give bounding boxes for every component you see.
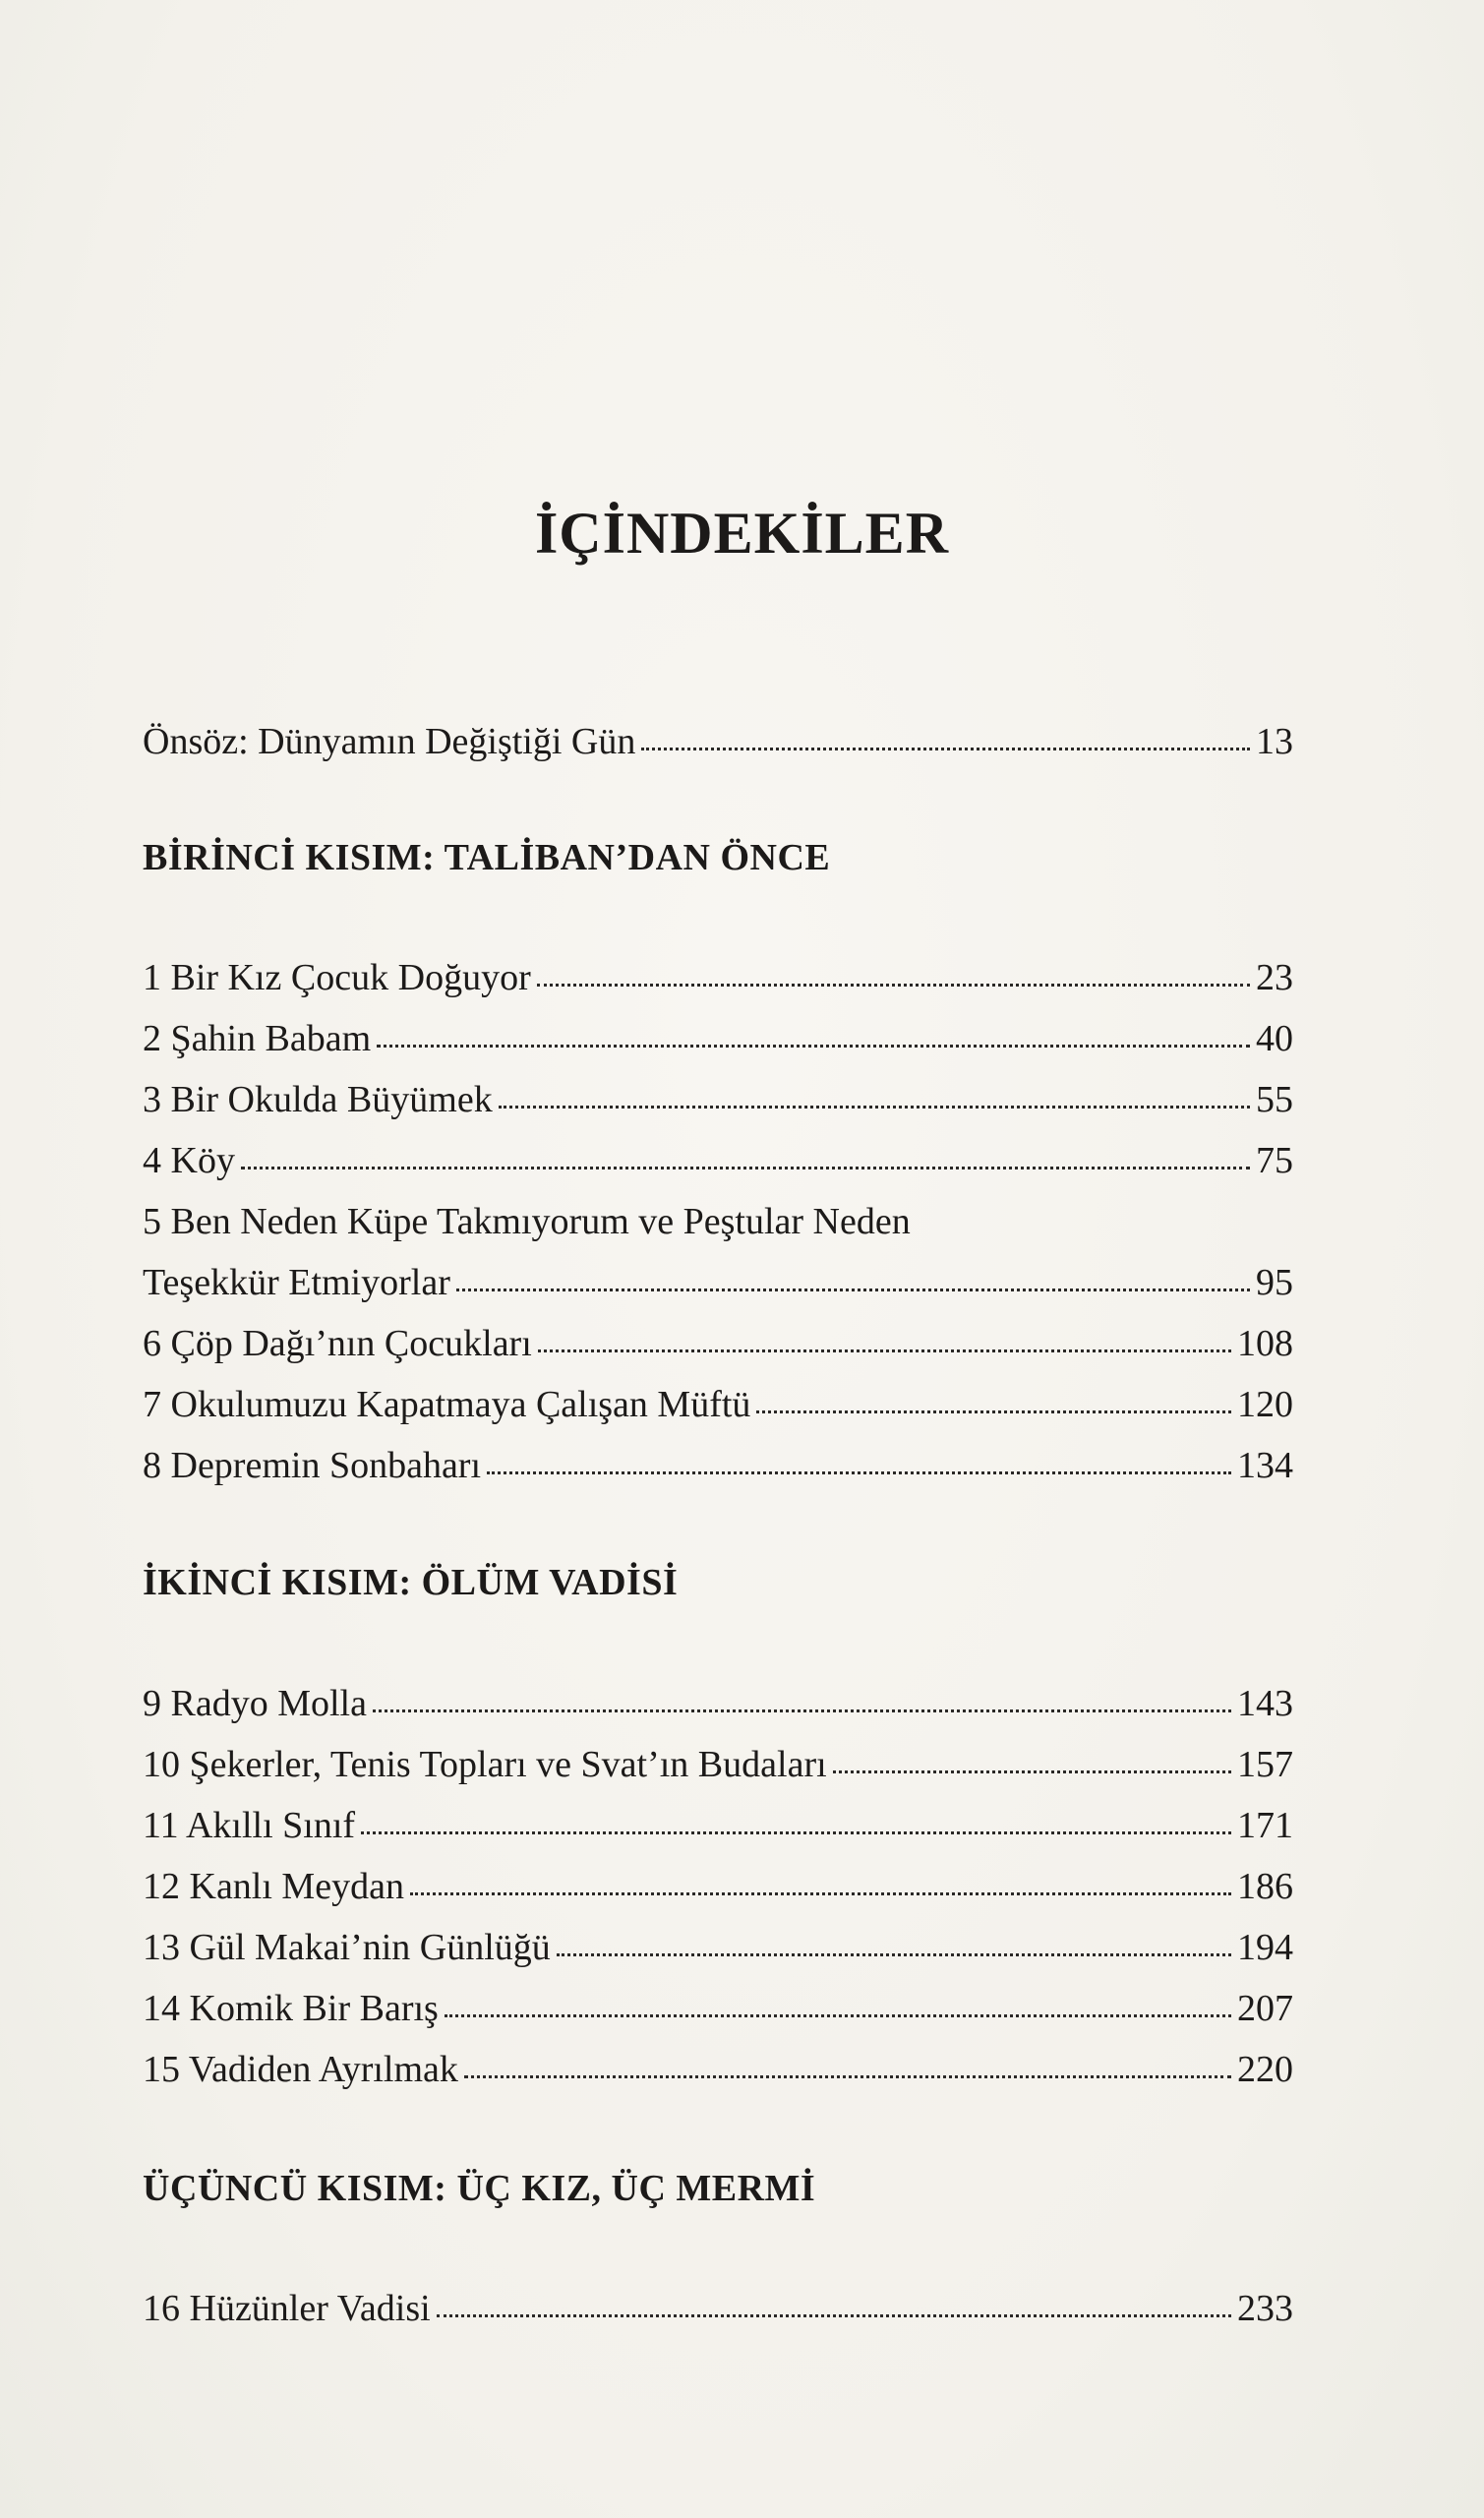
entry-label: 14 Komik Bir Barış bbox=[143, 1988, 439, 2029]
toc-entry bbox=[143, 1139, 1293, 1182]
entry-label: 16 Hüzünler Vadisi bbox=[143, 2288, 431, 2329]
entry-label: 10 Şekerler, Tenis Topları ve Svat’ın Budaları bbox=[143, 1744, 827, 1785]
entry-page-number: 194 bbox=[1237, 1927, 1293, 1968]
entry-page-number: 55 bbox=[1256, 1079, 1293, 1120]
entry-page-number: 220 bbox=[1237, 2049, 1293, 2090]
entry-label: 6 Çöp Dağı’nın Çocukları bbox=[143, 1323, 532, 1364]
dot-leader bbox=[756, 1410, 1231, 1413]
dot-leader bbox=[557, 1953, 1231, 1956]
entry-page-number: 171 bbox=[1237, 1805, 1293, 1846]
dot-leader bbox=[445, 2014, 1231, 2017]
toc-entry-first-line: 5 Ben Neden Küpe Takmıyorum ve Peştular Neden bbox=[143, 1201, 911, 1242]
dot-leader bbox=[361, 1831, 1231, 1834]
dot-leader bbox=[456, 1289, 1250, 1291]
entry-label: 3 Bir Okulda Büyümek bbox=[143, 1079, 493, 1120]
dot-leader bbox=[487, 1471, 1231, 1474]
dot-leader bbox=[499, 1106, 1250, 1109]
entry-label: 1 Bir Kız Çocuk Doğuyor bbox=[143, 957, 531, 998]
entry-label: 11 Akıllı Sınıf bbox=[143, 1805, 356, 1846]
toc-entry bbox=[143, 2287, 1293, 2330]
dot-leader bbox=[241, 1167, 1250, 1169]
toc-entry bbox=[143, 1017, 1293, 1060]
dot-leader bbox=[537, 984, 1250, 987]
entry-label: Teşekkür Etmiyorlar bbox=[143, 1262, 450, 1303]
entry-label: 8 Depremin Sonbaharı bbox=[143, 1445, 482, 1486]
toc-entry bbox=[143, 1261, 1293, 1304]
dot-leader bbox=[464, 2075, 1231, 2078]
entry-page-number: 186 bbox=[1237, 1866, 1293, 1907]
dot-leader bbox=[437, 2314, 1231, 2317]
part-heading: BİRİNCİ KISIM: TALİBAN’DAN ÖNCE bbox=[143, 837, 831, 878]
toc-entry bbox=[143, 1444, 1293, 1487]
entry-page-number: 157 bbox=[1237, 1744, 1293, 1785]
dot-leader bbox=[377, 1045, 1250, 1048]
entry-page-number: 120 bbox=[1237, 1384, 1293, 1425]
entry-label: 4 Köy bbox=[143, 1140, 235, 1181]
entry-label: Önsöz: Dünyamın Değiştiği Gün bbox=[143, 721, 636, 762]
toc-entry bbox=[143, 1078, 1293, 1121]
entry-page-number: 95 bbox=[1256, 1262, 1293, 1303]
dot-leader bbox=[833, 1770, 1231, 1773]
part-heading: İKİNCİ KISIM: ÖLÜM VADİSİ bbox=[143, 1562, 679, 1603]
entry-page-number: 108 bbox=[1237, 1323, 1293, 1364]
toc-entry-foreword bbox=[143, 720, 1293, 763]
entry-page-number: 13 bbox=[1256, 721, 1293, 762]
entry-label: 2 Şahin Babam bbox=[143, 1018, 372, 1059]
entry-page-number: 23 bbox=[1256, 957, 1293, 998]
entry-label: 12 Kanlı Meydan bbox=[143, 1866, 404, 1907]
toc-entry bbox=[143, 1804, 1293, 1847]
toc-entry bbox=[143, 1383, 1293, 1426]
toc-entry bbox=[143, 956, 1293, 999]
part-heading: ÜÇÜNCÜ KISIM: ÜÇ KIZ, ÜÇ MERMİ bbox=[143, 2168, 816, 2209]
dot-leader bbox=[410, 1892, 1231, 1895]
toc-entry bbox=[143, 1322, 1293, 1365]
entry-label: 13 Gül Makai’nin Günlüğü bbox=[143, 1927, 551, 1968]
toc-entry bbox=[143, 1926, 1293, 1969]
toc-entry bbox=[143, 1865, 1293, 1908]
toc-entry bbox=[143, 2048, 1293, 2091]
entry-label: 9 Radyo Molla bbox=[143, 1683, 367, 1724]
entry-page-number: 143 bbox=[1237, 1683, 1293, 1724]
page-title: İÇİNDEKİLER bbox=[534, 501, 950, 566]
dot-leader bbox=[538, 1349, 1231, 1352]
entry-page-number: 75 bbox=[1256, 1140, 1293, 1181]
entry-page-number: 134 bbox=[1237, 1445, 1293, 1486]
entry-page-number: 40 bbox=[1256, 1018, 1293, 1059]
entry-label: 7 Okulumuzu Kapatmaya Çalışan Müftü bbox=[143, 1384, 751, 1425]
toc-entry bbox=[143, 1743, 1293, 1786]
entry-label: 15 Vadiden Ayrılmak bbox=[143, 2049, 458, 2090]
entry-page-number: 207 bbox=[1237, 1988, 1293, 2029]
dot-leader bbox=[373, 1709, 1231, 1712]
dot-leader bbox=[641, 748, 1250, 750]
toc-entry bbox=[143, 1987, 1293, 2030]
toc-entry bbox=[143, 1682, 1293, 1725]
entry-page-number: 233 bbox=[1237, 2288, 1293, 2329]
